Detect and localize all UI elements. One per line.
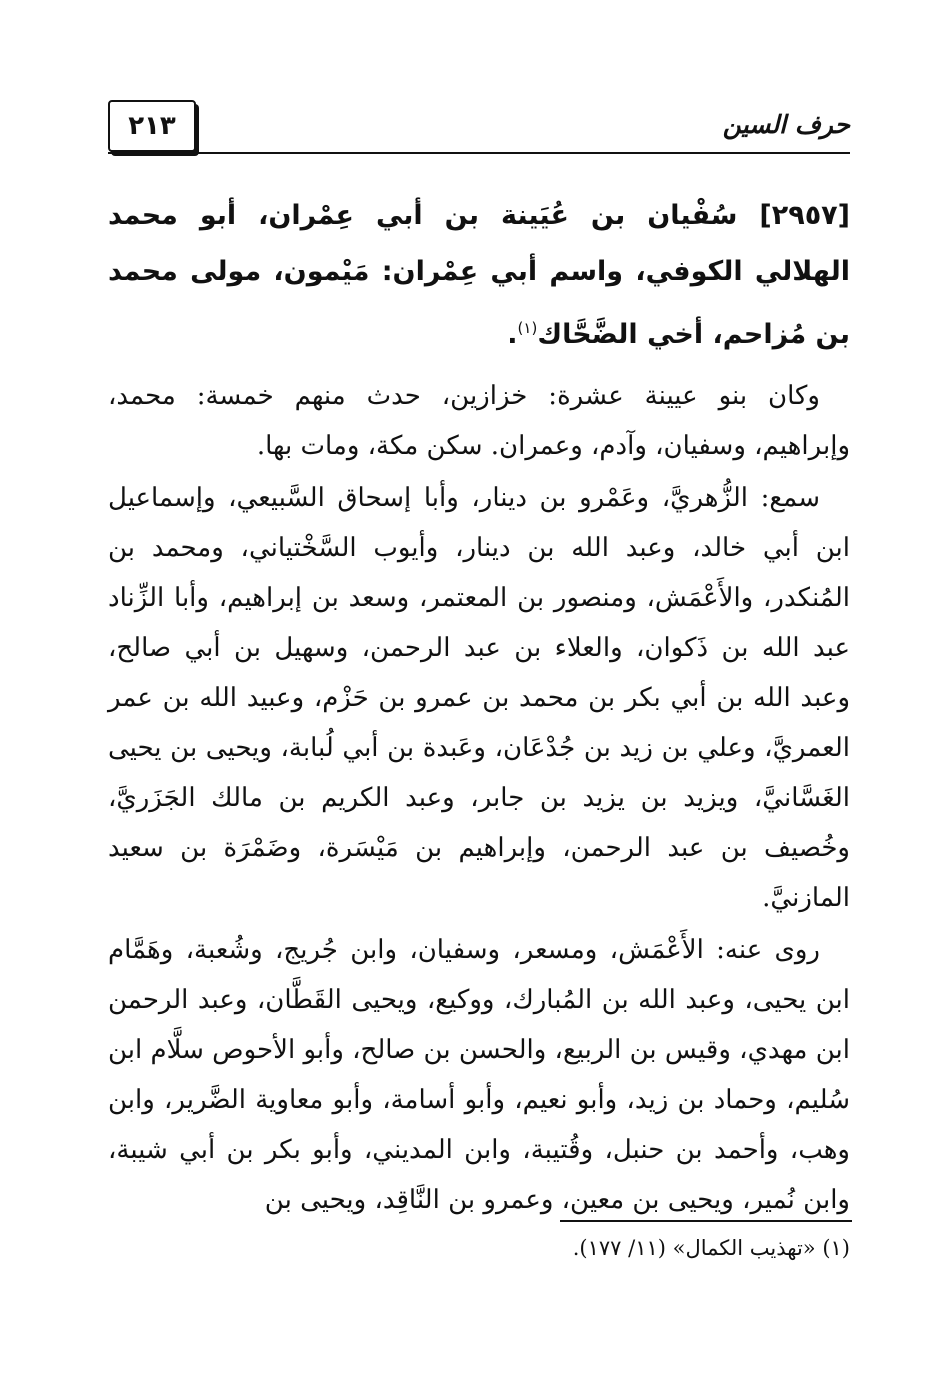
footnote: (١) «تهذيب الكمال» (١١/ ١٧٧).: [572, 1236, 850, 1260]
paragraph-teachers: سمع: الزُّهريَّ، وعَمْرو بن دينار، وأبا إسحاق السَّبيعي، وإسماعيل ابن أبي خالد، وعبد الله بن دينار، وأيوب السَّخْتياني، ومحمد بن المُنكدر، والأَعْمَش، ومنصور بن المعتمر، وسعد بن إبراهيم، وأبا الزِّناد عبد الله بن ذَكوان، والعلاء بن عبد الرحمن، وسهيل بن أبي صالح، وعبد الله بن أبي بكر بن محمد بن عمرو بن حَزْم، وعبيد الله بن عمر العمريَّ، وعلي بن زيد بن جُدْعَان، وعَبدة بن أبي لُبابة، ويحيى بن يحيى الغَسَّانيَّ، ويزيد بن يزيد بن جابر، وعبد الكريم بن مالك الجَزَريَّ، وخُصيف بن عبد الرحمن، وإبراهيم بن مَيْسَرة، وضَمْرَة بن سعيد المازنيَّ.: [108, 483, 850, 913]
main-text: [108, 188, 850, 1227]
page-number: ٢١٣: [108, 100, 196, 152]
paragraph-family: وكان بنو عيينة عشرة: خزازين، حدث منهم خمسة: محمد، وإبراهيم، وسفيان، وآدم، وعمران. سكن مكة، ومات بها.: [108, 381, 850, 461]
page-header: [108, 92, 850, 152]
paragraph-students: روى عنه: الأَعْمَش، ومسعر، وسفيان، وابن جُريج، وشُعبة، وهَمَّام ابن يحيى، وعبد الله بن المُبارك، ووكيع، ويحيى القَطَّان، وعبد الرحمن ابن مهدي، وقيس بن الربيع، والحسن بن صالح، وأبو الأحوص سلَّام ابن سُليم، وحماد بن زيد، وأبو نعيم، وأبو أسامة، وأبو معاوية الضَّرير، وابن وهب، وأحمد بن حنبل، وقُتيبة، وابن المديني، وأبو بكر بن أبي شيبة، وابن نُمير، ويحيى بن معين، وعمرو بن النَّاقِد، ويحيى بن: [108, 935, 850, 1215]
entry-heading-text: [٢٩٥٧] سُفْيان بن عُيَينة بن أبي عِمْران، أبو محمد الهلالي الكوفي، واسم أبي عِمْران: مَيْمون، مولى محمد بن مُزاحم، أخي الضَّحَّاك: [108, 200, 850, 350]
entry-heading-end: .: [507, 319, 518, 350]
header-rule: [108, 152, 850, 154]
footnote-ref: (١): [517, 319, 538, 337]
footnote-rule: [560, 1220, 852, 1222]
entry-heading: [108, 188, 850, 363]
running-title: حرف السين: [722, 110, 850, 139]
